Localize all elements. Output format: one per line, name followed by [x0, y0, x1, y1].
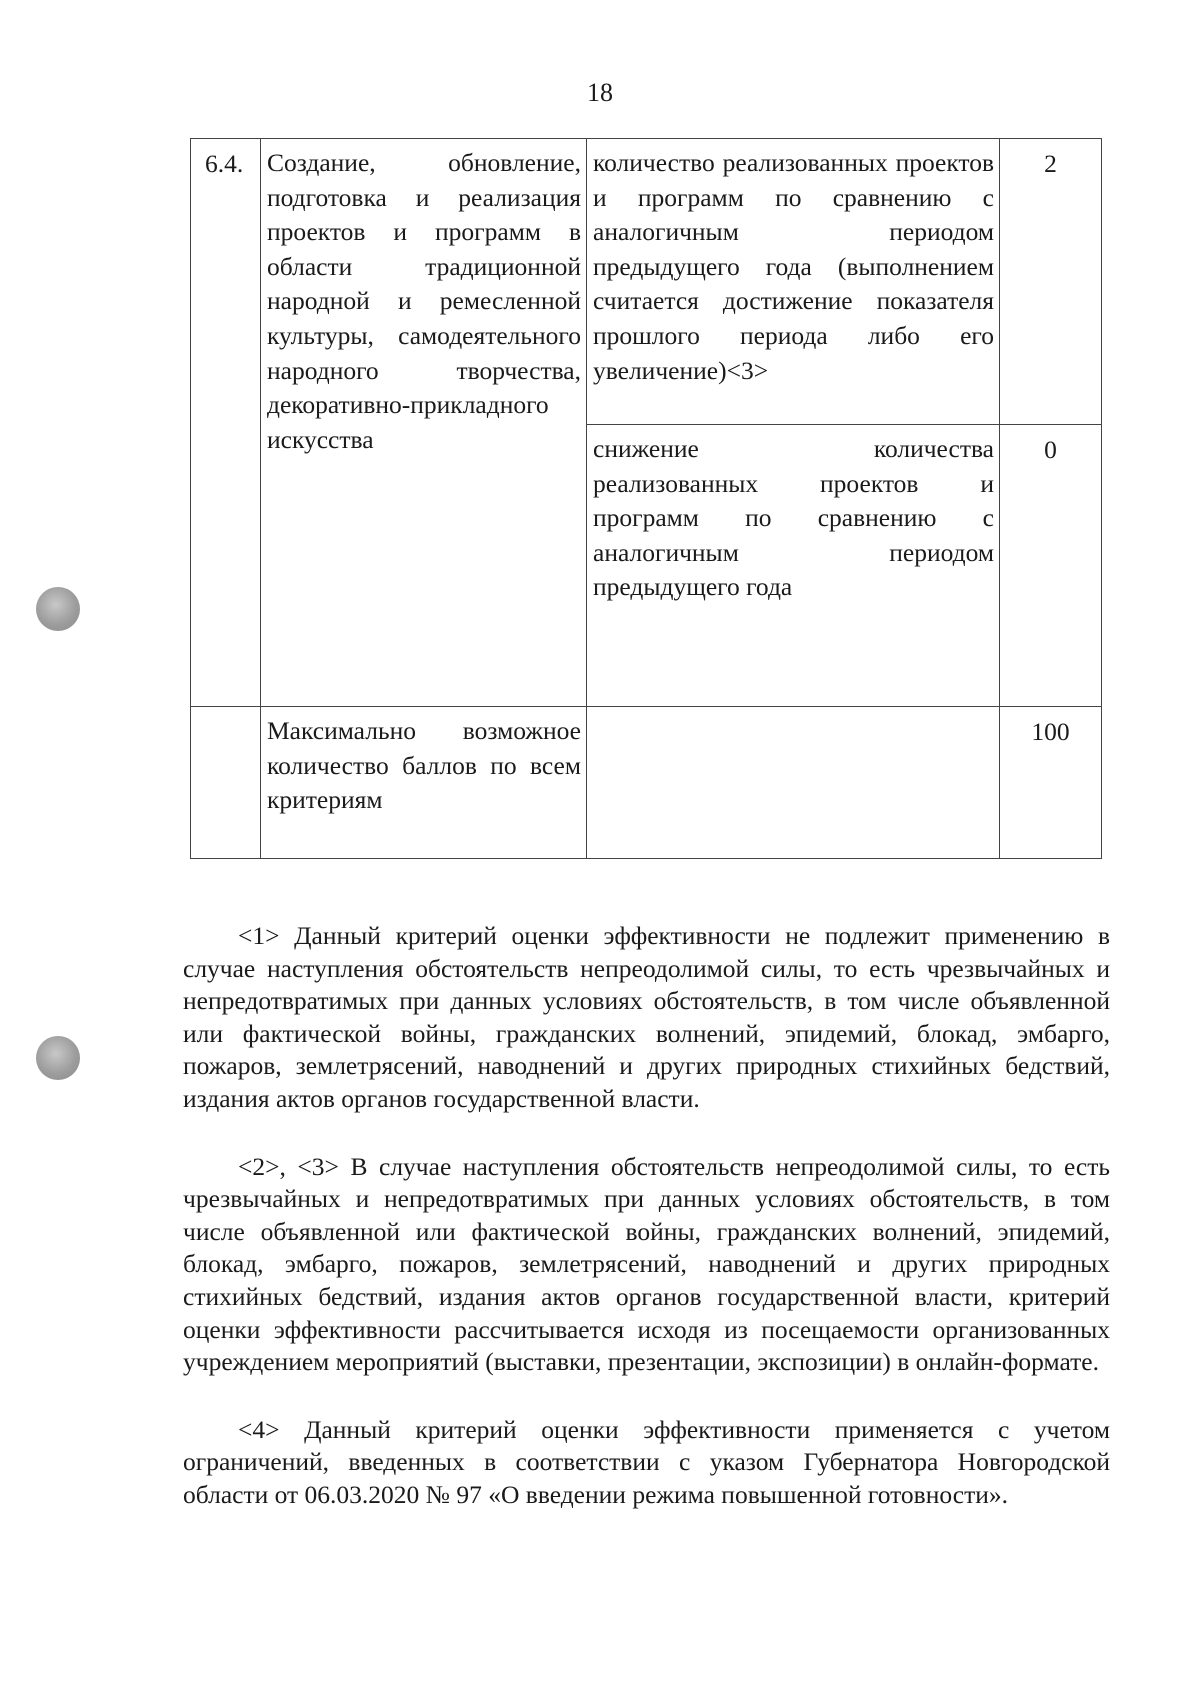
table-row — [191, 707, 1102, 859]
activity-name-cell — [261, 139, 587, 707]
footnote-1: <1> Данный критерий оценки эффективности не подлежит применению в случае наступления обстоятельств непреодолимой силы, то есть чрезвычайных и непредотвратимых при данных условиях обстоятельств, в том числе объявленной или фактической войны, гражданских волнений, эпидемий, блокад, эмбарго, пожаров, землетрясений, наводнений и других природных стихийных бедствий, издания актов органов государственной власти. — [183, 921, 1110, 1113]
footnotes — [183, 920, 1110, 1547]
row-number: 6.4. — [205, 149, 244, 178]
criterion-cell — [587, 139, 1000, 425]
table-row — [191, 139, 1102, 425]
score-cell — [1000, 425, 1102, 707]
page-number: 18 — [587, 78, 613, 107]
score-cell — [1000, 707, 1102, 859]
criterion-cell — [587, 707, 1000, 859]
score-cell — [1000, 139, 1102, 425]
criterion-text: количество реализованных проектов и программ по сравнению с аналогичным периодом предыдущего года (выполнением считается достижение показателя прошлого периода либо его увеличение)<3> — [593, 148, 994, 385]
row-number-cell — [191, 707, 261, 859]
total-score: 100 — [1031, 717, 1070, 746]
punch-hole-mark — [36, 1036, 80, 1080]
score-value: 2 — [1044, 149, 1057, 178]
punch-hole-mark — [36, 587, 80, 631]
total-label-cell — [261, 707, 587, 859]
row-number-cell — [191, 139, 261, 707]
criterion-cell — [587, 425, 1000, 707]
footnote-4: <4> Данный критерий оценки эффективности применяется с учетом ограничений, введенных в соответствии с указом Губернатора Новгородской области от 06.03.2020 № 97 «О введении режима повышенной готовности». — [183, 1414, 1110, 1509]
criterion-text — [587, 707, 999, 714]
total-label: Максимально возможное количество баллов по всем критериям — [267, 716, 581, 815]
footnote-2-3: <2>, <3> В случае наступления обстоятельств непреодолимой силы, то есть чрезвычайных и непредотвратимых при данных условиях обстоятельств, в том числе объявленной или фактической войны, гражданских волнений, эпидемий, блокад, эмбарго, пожаров, землетрясений, наводнений и других природных стихийных бедствий, издания актов органов государственной власти, критерий оценки эффективности рассчитывается исходя из посещаемости организованных учреждением мероприятий (выставки, презентации, экспозиции) в онлайн-формате. — [183, 1151, 1110, 1377]
activity-name: Создание, обновление, подготовка и реализация проектов и программ в области традиционной народной и ремесленной культуры, самодеятельного народного творчества, декоративно-прикладного искусства — [267, 148, 581, 454]
criterion-text: снижение количества реализованных проектов и программ по сравнению с аналогичным периодом предыдущего года — [593, 434, 994, 602]
score-value: 0 — [1044, 435, 1057, 464]
criteria-table — [190, 138, 1102, 859]
